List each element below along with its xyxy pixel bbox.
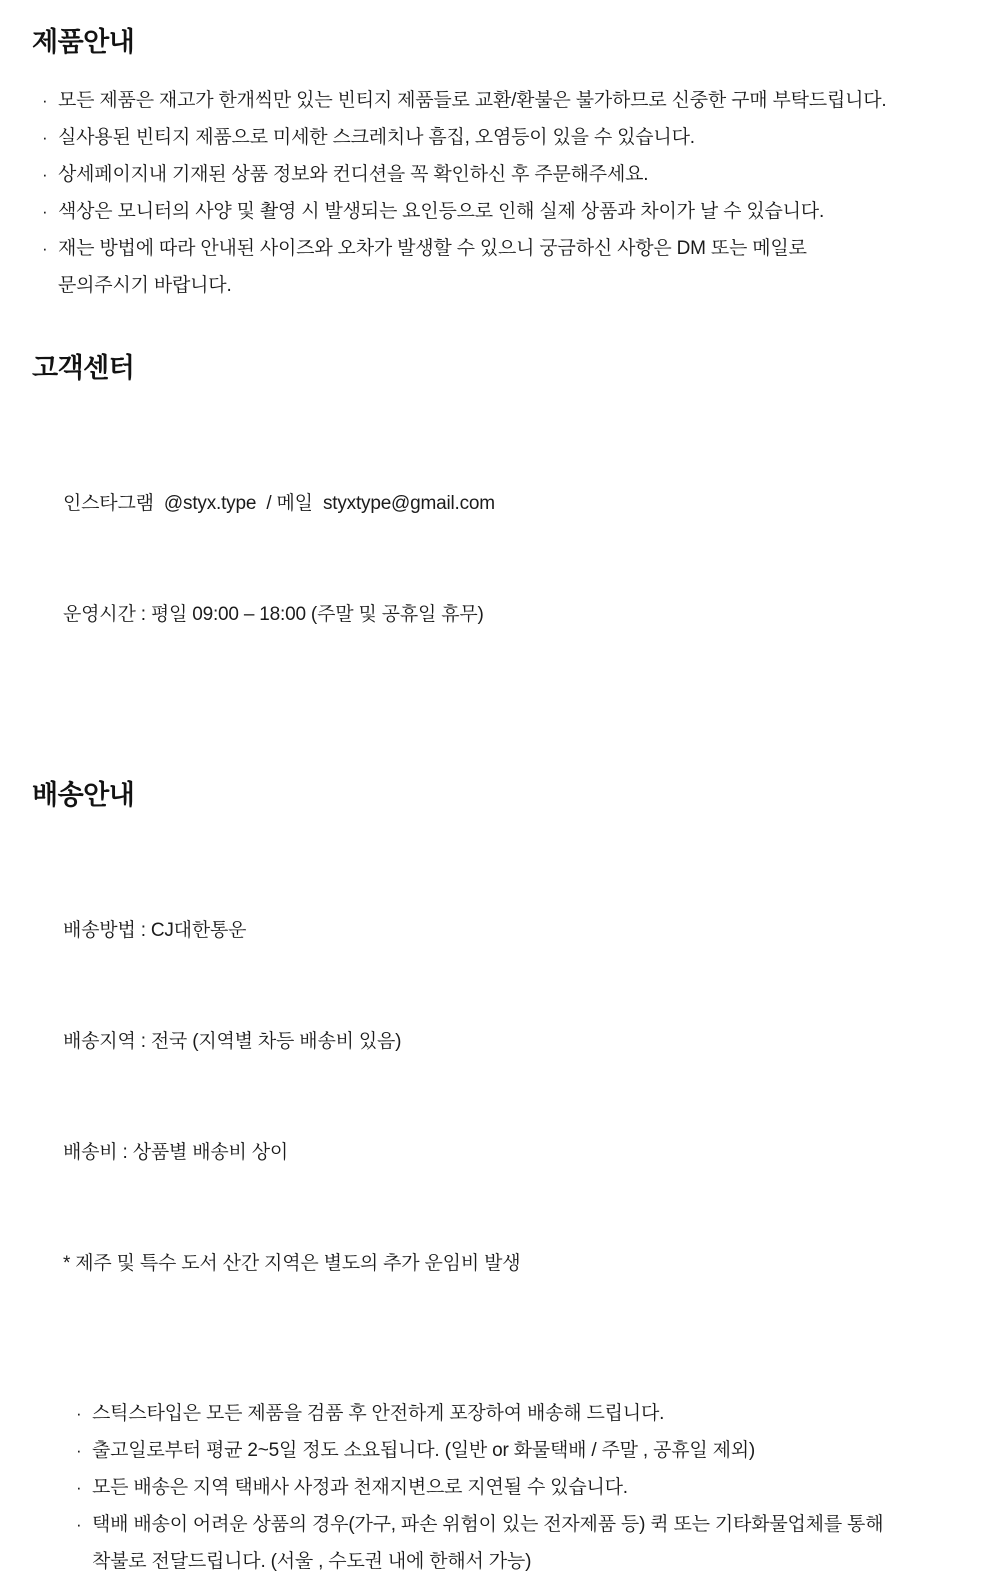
list-item [32,82,968,119]
list-item [63,1432,968,1469]
shipping-guide-title: 배송안내 [32,780,135,810]
section-customer-center [32,354,968,707]
bullet-dot: · [42,239,48,258]
list-item [63,1506,968,1580]
bullet-dot: · [76,1515,82,1534]
hours-line: 운영시간 : 평일 09:00 – 18:00 (주말 및 공휴일 휴무) [63,604,484,625]
shipping-info-lines [32,838,968,1356]
list-item [32,193,968,230]
product-guide-list [32,82,968,304]
list-item-text-line1: 재는 방법에 따라 안내된 사이즈와 오차가 발생할 수 있으니 궁금하신 사항은 DM 또는 메일로 [58,238,807,259]
shipping-fee-line: 배송비 : 상품별 배송비 상이 [63,1142,289,1163]
list-item-text: 출고일로부터 평균 2~5일 정도 소요됩니다. (일반 or 화물택배 / 주말 , 공휴일 제외) [92,1440,756,1461]
list-item-text: 색상은 모니터의 사양 및 촬영 시 발생되는 요인등으로 인해 실제 상품과 차이가 날 수 있습니다. [58,201,825,222]
list-item-text: 실사용된 빈티지 제품으로 미세한 스크레치나 흠집, 오염등이 있을 수 있습니다. [58,127,695,148]
list-item-text: 모든 배송은 지역 택배사 사정과 천재지변으로 지연될 수 있습니다. [92,1477,628,1498]
shipping-region-line: 배송지역 : 전국 (지역별 차등 배송비 있음) [63,1031,402,1052]
customer-center-title: 고객센터 [32,353,135,383]
shipping-surcharge-note: * 제주 및 특수 도서 산간 지역은 별도의 추가 운임비 발생 [63,1253,521,1274]
list-item-text-line1: 택배 배송이 어려운 상품의 경우(가구, 파손 위험이 있는 전자제품 등) 퀵 또는 기타화물업체를 통해 [92,1514,884,1535]
list-item [32,230,968,304]
bullet-dot: · [76,1404,82,1423]
list-item-text: 모든 제품은 재고가 한개씩만 있는 빈티지 제품들로 교환/환불은 불가하므로 신중한 구매 부탁드립니다. [58,90,887,111]
bullet-dot: · [42,91,48,110]
shipping-method-line: 배송방법 : CJ대한통운 [63,920,247,941]
list-item-text: 스틱스타입은 모든 제품을 검품 후 안전하게 포장하여 배송해 드립니다. [92,1403,665,1424]
bullet-dot: · [76,1441,82,1460]
section-product-guide [32,28,968,304]
list-item [63,1395,968,1432]
bullet-dot: · [42,165,48,184]
list-item-text-line2: 착불로 전달드립니다. (서울 , 수도권 내에 한해서 가능) [92,1551,532,1572]
list-item-text-line2: 문의주시기 바랍니다. [58,275,232,296]
bullet-dot: · [42,128,48,147]
section-shipping-guide [32,781,968,1580]
list-item [32,119,968,156]
list-item [63,1469,968,1506]
bullet-dot: · [42,202,48,221]
customer-center-content [32,411,968,707]
list-item [32,156,968,193]
list-item-text: 상세페이지내 기재된 상품 정보와 컨디션을 꼭 확인하신 후 주문해주세요. [58,164,649,185]
shipping-guide-list [63,1395,968,1580]
contact-line: 인스타그램 @styx.type / 메일 styxtype@gmail.com [63,493,495,514]
product-guide-title: 제품안내 [32,27,135,57]
bullet-dot: · [76,1478,82,1497]
